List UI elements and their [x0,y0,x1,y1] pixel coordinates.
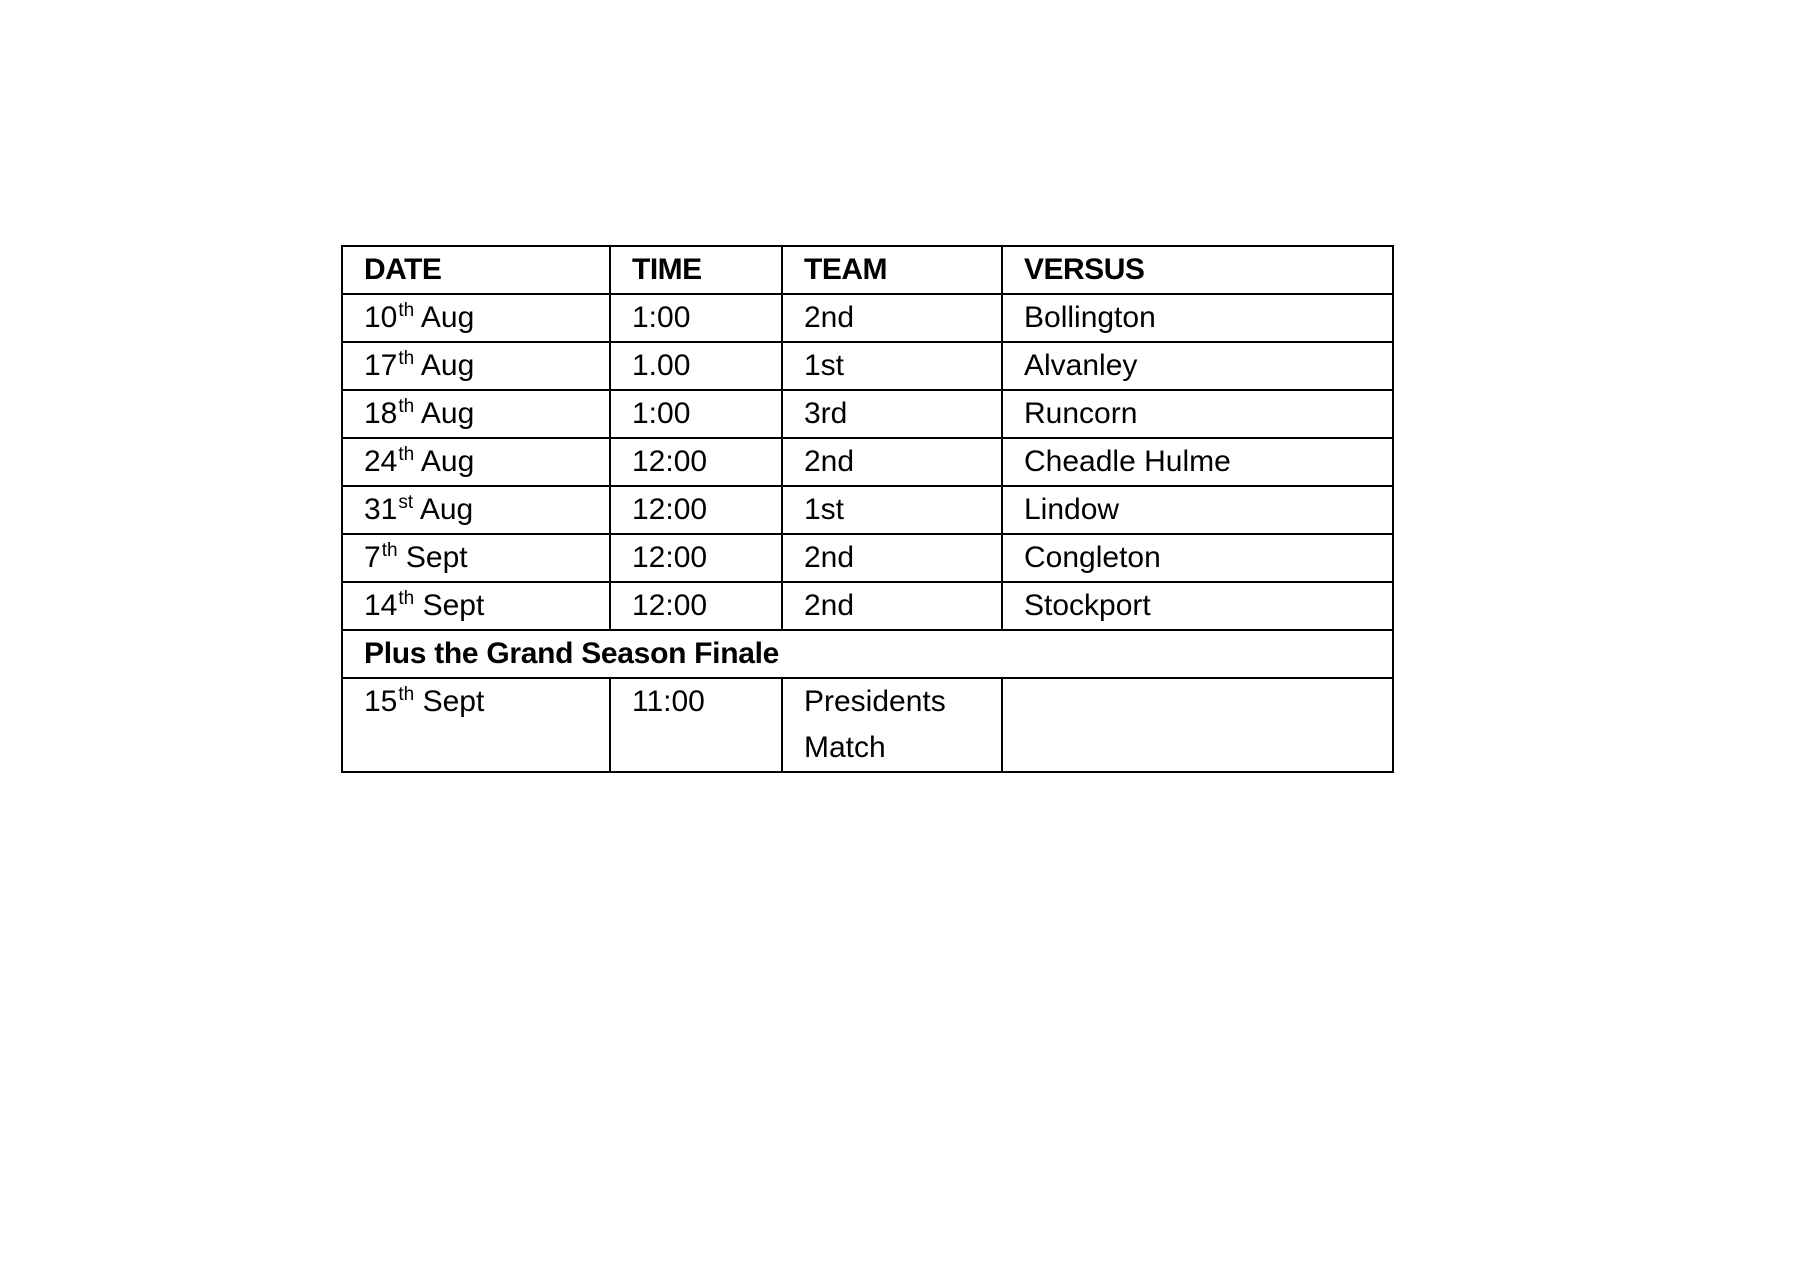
cell-date [342,438,610,486]
cell-team: 3rd [782,390,1002,438]
date-day: 10 [364,301,398,334]
cell-time: 1:00 [610,294,782,342]
cell-team: 2nd [782,438,1002,486]
date-month: Sept [405,541,468,574]
date-day: 24 [364,445,398,478]
header-date: DATE [342,246,610,294]
date-month: Aug [420,445,475,478]
cell-date [342,294,610,342]
cell-versus [1002,678,1393,772]
date-month: Sept [422,589,485,622]
header-versus: VERSUS [1002,246,1393,294]
date-day: 14 [364,589,398,622]
cell-versus: Alvanley [1002,342,1393,390]
date-ordinal: st [398,492,414,513]
cell-date [342,534,610,582]
date-month: Aug [420,301,475,334]
table-row [342,534,1393,582]
cell-time: 11:00 [610,678,782,772]
finale-row [342,678,1393,772]
cell-time: 1:00 [610,390,782,438]
cell-team: 1st [782,486,1002,534]
cell-team: 2nd [782,582,1002,630]
cell-time: 1.00 [610,342,782,390]
cell-versus: Lindow [1002,486,1393,534]
table-row [342,342,1393,390]
fixtures-table [341,245,1394,773]
date-day: 17 [364,349,398,382]
date-month: Aug [420,397,475,430]
team-line-1: Presidents [804,685,946,718]
cell-time: 12:00 [610,486,782,534]
cell-date [342,678,610,772]
cell-date [342,390,610,438]
header-time: TIME [610,246,782,294]
date-day: 31 [364,493,398,526]
date-month: Aug [419,493,474,526]
date-ordinal: th [398,396,415,417]
date-ordinal: th [398,684,415,705]
cell-date [342,342,610,390]
cell-versus: Bollington [1002,294,1393,342]
cell-time: 12:00 [610,438,782,486]
header-team: TEAM [782,246,1002,294]
cell-date [342,582,610,630]
date-day: 15 [364,685,398,718]
date-month: Aug [420,349,475,382]
season-finale-banner-row [342,630,1393,678]
table-row [342,438,1393,486]
cell-team: 2nd [782,294,1002,342]
cell-versus: Cheadle Hulme [1002,438,1393,486]
cell-team: 2nd [782,534,1002,582]
table-row [342,486,1393,534]
date-day: 18 [364,397,398,430]
date-ordinal: th [381,540,398,561]
cell-versus: Runcorn [1002,390,1393,438]
table-header-row [342,246,1393,294]
cell-team [782,678,1002,772]
cell-team: 1st [782,342,1002,390]
team-line-2: Match [804,731,886,764]
cell-time: 12:00 [610,534,782,582]
date-day: 7 [364,541,381,574]
table-row [342,294,1393,342]
cell-versus: Stockport [1002,582,1393,630]
date-ordinal: th [398,588,415,609]
cell-date [342,486,610,534]
date-ordinal: th [398,300,415,321]
table-row [342,582,1393,630]
date-month: Sept [422,685,485,718]
cell-time: 12:00 [610,582,782,630]
date-ordinal: th [398,348,415,369]
cell-versus: Congleton [1002,534,1393,582]
season-finale-banner: Plus the Grand Season Finale [342,630,1393,678]
table-row [342,390,1393,438]
date-ordinal: th [398,444,415,465]
